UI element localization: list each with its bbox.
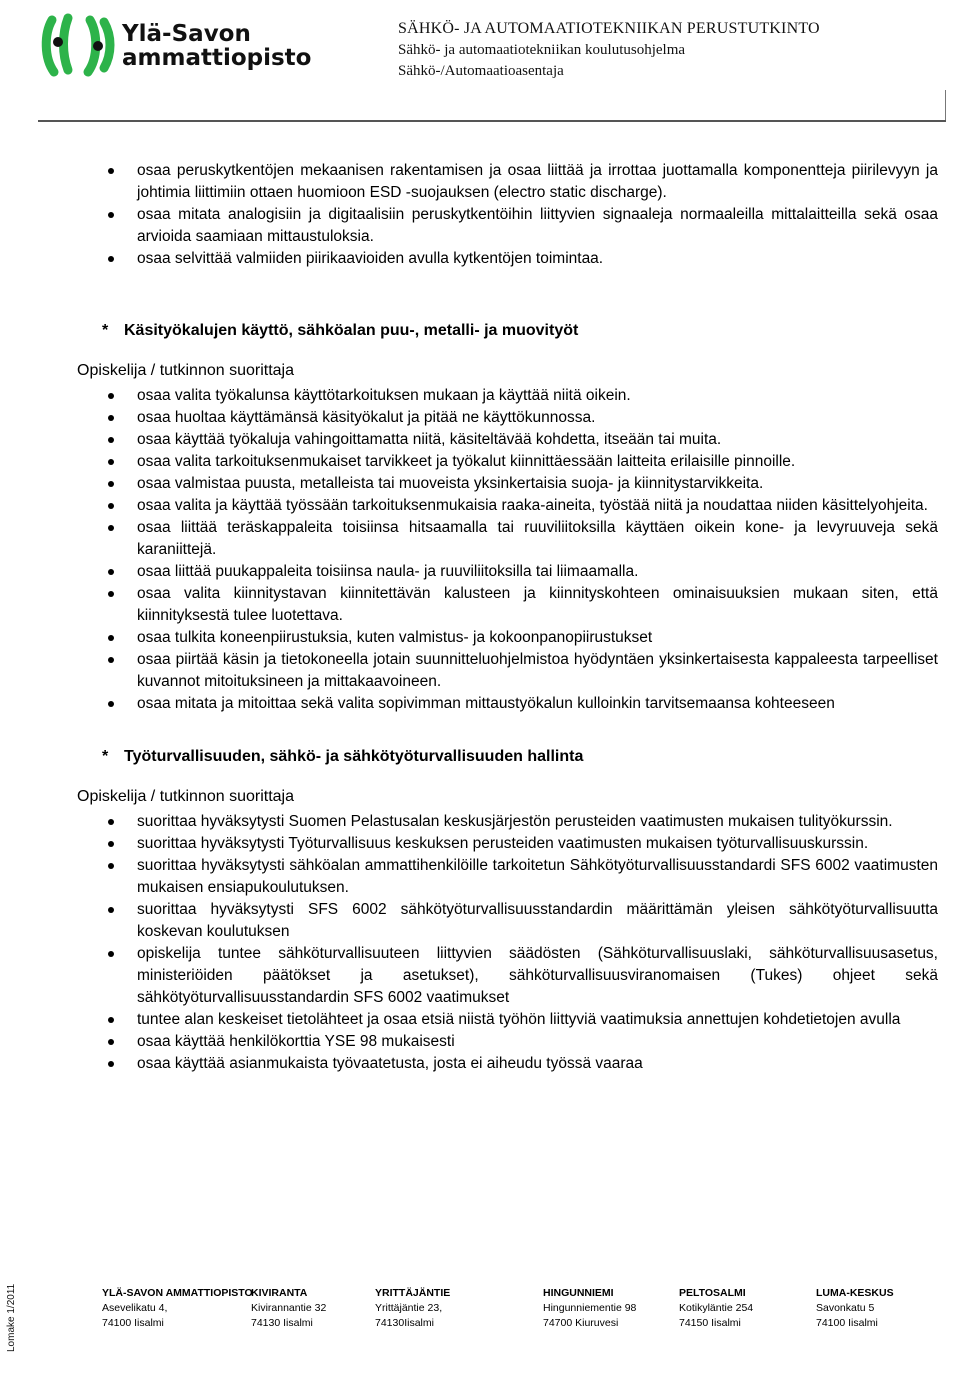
campus-city: 74100 Iisalmi	[102, 1317, 164, 1329]
list-item: osaa mitata ja mitoittaa sekä valita sopivimman mittaustyökalun kulloinkin tarvitsemaansa kohteeseen	[0, 693, 960, 715]
list-item: osaa valita työkalunsa käyttötarkoituksen mukaan ja käyttää niitä oikein.	[0, 385, 960, 407]
safety-bullet-list	[0, 811, 960, 1075]
list-item: osaa valita tarkoituksenmukaiset tarvikkeet ja työkalut kiinnittäessään laitteita erilaisille pinnoille.	[0, 451, 960, 473]
form-code: Lomake 1/2011	[6, 1283, 17, 1352]
campus-city: 74150 Iisalmi	[679, 1317, 741, 1329]
campus-street: Asevelikatu 4,	[102, 1302, 168, 1314]
list-item: osaa valita kiinnitystavan kiinnitettävän kalusteen ja kiinnityskohteen ominaisuuksien mukaan siten, että kiinnityksestä tulee luotettava.	[0, 583, 960, 627]
programme-title: Sähkö- ja automaatiotekniikan koulutusohjelma	[398, 42, 686, 58]
degree-title: SÄHKÖ- JA AUTOMAATIOTEKNIIKAN PERUSTUTKINTO	[398, 20, 820, 37]
qualification-title: Sähkö-/Automaatioasentaja	[398, 63, 564, 79]
list-item: suorittaa hyväksytysti SFS 6002 sähkötyöturvallisuusstandardin määrittämän yleisen sähkötyöturvallisuutta koskevan koulutuksen	[0, 899, 960, 943]
campus-street: Savonkatu 5	[816, 1302, 875, 1314]
footer-address	[375, 1286, 450, 1331]
campus-name: KIVIRANTA	[251, 1287, 308, 1299]
list-item: suorittaa hyväksytysti sähköalan ammattihenkilöille tarkoitetun Sähkötyöturvallisuusstandardi SFS 6002 vaatimusten mukaisen ensiapukoulutuksen.	[0, 855, 960, 899]
logo-line2: ammattiopisto	[122, 45, 312, 71]
campus-name: LUMA-KESKUS	[816, 1287, 894, 1299]
footer-address	[102, 1286, 253, 1331]
footer-address	[543, 1286, 636, 1331]
list-item: tuntee alan keskeiset tietolähteet ja osaa etsiä niistä työhön liittyviä vaatimuksia annettujen kohdetietojen avulla	[0, 1009, 960, 1031]
campus-street: Hingunniementie 98	[543, 1302, 637, 1314]
campus-street: Kotikyläntie 254	[679, 1302, 754, 1314]
list-item: osaa mitata analogisiin ja digitaalisiin peruskytkentöihin liittyvien signaaleja normaaleilla mittalaitteilla sekä osaa arvioida saamiaan mittaustuloksia.	[0, 204, 960, 248]
list-item: osaa valmistaa puusta, metalleista tai muoveista yksinkertaisia suoja- ja kiinnitystarvikkeita.	[0, 473, 960, 495]
section-heading-safety	[0, 746, 960, 768]
intro-bullet-list	[0, 160, 960, 270]
header-divider	[38, 120, 946, 122]
section-title: Työturvallisuuden, sähkö- ja sähkötyöturvallisuuden hallinta	[124, 748, 584, 765]
list-item: osaa piirtää käsin ja tietokoneella jotain suunnitteluohjelmistoa hyödyntäen yksinkertaisesta kappaleesta tarpeelliset kuvannot mitoituksineen ja mittakaavoineen.	[0, 649, 960, 693]
logo-line1: Ylä-Savon	[122, 21, 251, 47]
campus-name: PELTOSALMI	[679, 1287, 746, 1299]
list-item: osaa selvittää valmiiden piirikaavioiden avulla kytkentöjen toimintaa.	[0, 248, 960, 270]
campus-city: 74130 Iisalmi	[251, 1317, 313, 1329]
campus-street: Kivirannantie 32	[251, 1302, 327, 1314]
campus-street: Yrittäjäntie 23,	[375, 1302, 443, 1314]
campus-name: YLÄ-SAVON AMMATTIOPISTO	[102, 1287, 253, 1299]
list-item: osaa liittää puukappaleita toisiinsa naula- ja ruuviliitoksilla tai liimaamalla.	[0, 561, 960, 583]
list-item: osaa huoltaa käyttämänsä käsityökalut ja pitää ne käyttökunnossa.	[0, 407, 960, 429]
list-item: osaa käyttää työkaluja vahingoittamatta niitä, käsiteltävää kohdetta, itseään tai muita.	[0, 429, 960, 451]
list-item: osaa käyttää henkilökorttia YSE 98 mukaisesti	[0, 1031, 960, 1053]
document-body	[0, 160, 960, 1075]
list-item: osaa liittää teräskappaleita toisiinsa hitsaamalla tai ruuviliitoksilla käyttäen oikein kone- ja levyruuveja sekä karaniittejä.	[0, 517, 960, 561]
campus-city: 74100 Iisalmi	[816, 1317, 878, 1329]
list-item: opiskelija tuntee sähköturvallisuuteen liittyvien säädösten (Sähköturvallisuuslaki, sähköturvallisuusasetus, ministeriöiden päätökset ja asetukset), sähköturvallisuusviranomaisen (Tukes) ohjeet sekä sähkötyöturvallisuusstandardin SFS 6002 vaatimukset	[0, 943, 960, 1009]
section-title: Käsityökalujen käyttö, sähköalan puu-, metalli- ja muovityöt	[124, 322, 579, 339]
section-subtitle: Opiskelija / tutkinnon suorittaja	[77, 362, 294, 379]
header-vertical-divider	[945, 90, 946, 121]
list-item: suorittaa hyväksytysti Työturvallisuus keskuksen perusteiden vaatimusten mukaisen työturvallisuuskurssin.	[0, 833, 960, 855]
logo-text	[122, 22, 311, 70]
tools-bullet-list	[0, 385, 960, 715]
campus-city: 74700 Kiuruvesi	[543, 1317, 619, 1329]
list-item: osaa käyttää asianmukaista työvaatetusta, josta ei aiheudu työssä vaaraa	[0, 1053, 960, 1075]
header-titles	[398, 18, 948, 82]
campus-name: HINGUNNIEMI	[543, 1287, 614, 1299]
section-star: *	[102, 322, 109, 339]
list-item: suorittaa hyväksytysti Suomen Pelastusalan keskusjärjestön perusteiden vaatimusten mukaisen tulityökurssin.	[0, 811, 960, 833]
section-star: *	[102, 748, 109, 765]
footer-address	[251, 1286, 326, 1331]
footer-address	[679, 1286, 753, 1331]
ylasavon-logo	[38, 12, 338, 80]
page-header	[0, 0, 960, 125]
list-item: osaa peruskytkentöjen mekaanisen rakentamisen ja osaa liittää ja irrottaa juottamalla komponentteja piirilevyyn ja johtimia liittimiin ottaen huomioon ESD -suojauksen (electro static discharge).	[0, 160, 960, 204]
campus-name: YRITTÄJÄNTIE	[375, 1287, 451, 1299]
section-subtitle: Opiskelija / tutkinnon suorittaja	[77, 788, 294, 805]
campus-city: 74130Iisalmi	[375, 1317, 434, 1329]
list-item: osaa tulkita koneenpiirustuksia, kuten valmistus- ja kokoonpanopiirustukset	[0, 627, 960, 649]
list-item: osaa valita ja käyttää työssään tarkoituksenmukaisia raaka-aineita, työstää niitä ja noudattaa niiden käsittelyohjeita.	[0, 495, 960, 517]
page-footer	[0, 1282, 960, 1375]
section-heading-tools	[0, 320, 960, 342]
footer-address	[816, 1286, 894, 1331]
logo-mark-icon	[38, 12, 118, 80]
